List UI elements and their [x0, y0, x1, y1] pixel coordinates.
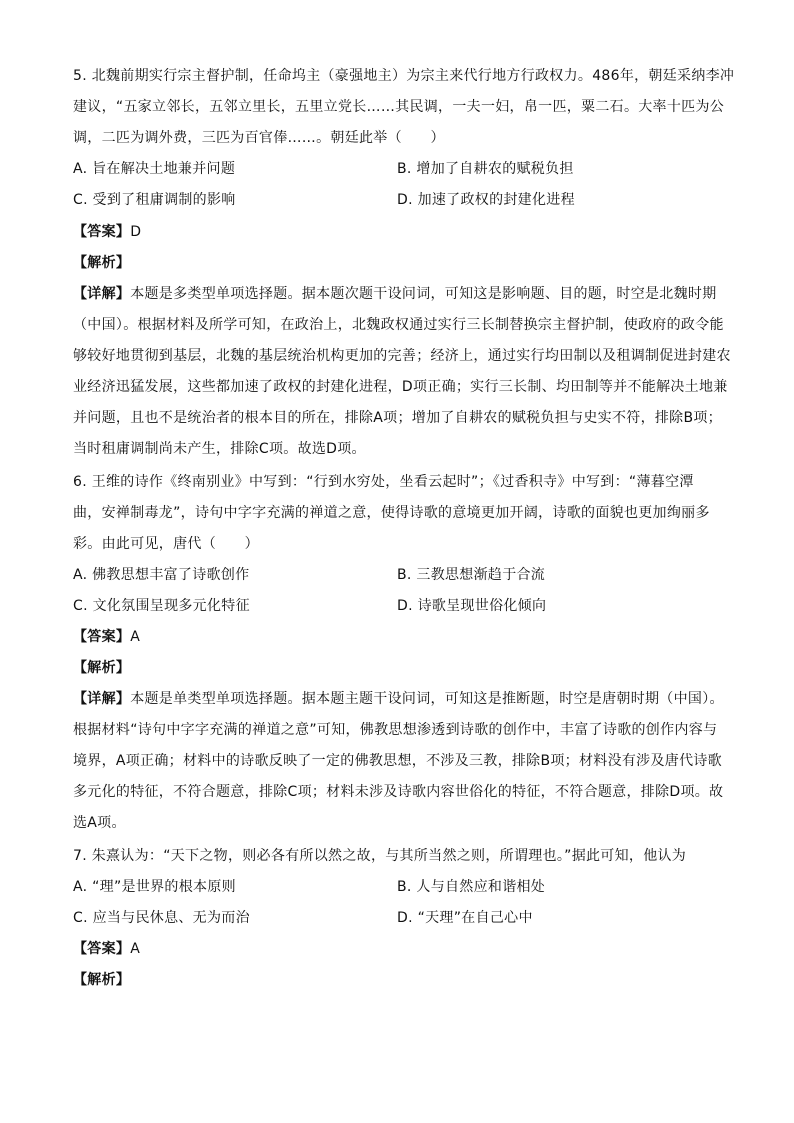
q5-detail-line-3: 够较好地贯彻到基层，北魏的基层统治机构更加的完善；经济上，通过实行均田制以及租调制促进封建农 — [73, 348, 731, 364]
q6-detail-line-3: 境界，A项正确；材料中的诗歌反映了一定的佛教思想，不涉及三教，排除B项；材料没有涉及唐代诗歌 — [73, 753, 722, 769]
q5-option-b: B. 增加了自耕农的赋税负担 — [397, 161, 574, 177]
q7-option-a: A. “理”是世界的根本原则 — [73, 879, 236, 895]
q7-option-b: B. 人与自然应和谐相处 — [397, 879, 546, 895]
q6-analysis-tag: 【解析】 — [73, 660, 131, 676]
q6-detail-line-4: 多元化的特征，不符合题意，排除C项；材料未涉及诗歌内容世俗化的特征，不符合题意，排除D项。故 — [73, 784, 724, 800]
q6-answer-tag: 【答案】 — [73, 629, 131, 645]
q6-detail-tag: 【详解】 — [73, 691, 131, 707]
q5-option-c: C. 受到了租庸调制的影响 — [73, 192, 236, 208]
q5-answer-tag: 【答案】 — [73, 224, 131, 240]
q5-detail-line-1 — [73, 284, 723, 304]
q6-detail-text-1: 本题是单类型单项选择题。据本题主题干设问词，可知这是推断题，时空是唐朝时期（中国）。 — [130, 691, 724, 707]
q7-option-c: C. 应当与民休息、无为而治 — [73, 910, 250, 926]
q5-answer — [73, 222, 141, 242]
q7-answer-value: A — [130, 941, 141, 957]
q5-stem-line-1: 5. 北魏前期实行宗主督护制，任命坞主（豪强地主）为宗主来代行地方行政权力。486年，朝廷采纳李冲 — [73, 68, 735, 84]
q6-detail-line-2: 根据材料“诗句中字字充满的禅道之意”可知，佛教思想渗透到诗歌的创作中，丰富了诗歌的创作内容与 — [73, 722, 718, 738]
q5-option-d: D. 加速了政权的封建化进程 — [397, 192, 575, 208]
q7-analysis-tag: 【解析】 — [73, 972, 131, 988]
q5-stem-line-3: 调，二匹为调外费，三匹为百官俸……。朝廷此举（ ） — [73, 130, 445, 146]
q5-option-a: A. 旨在解决土地兼并问题 — [73, 161, 236, 177]
q7-option-d: D. “天理”在自己心中 — [397, 910, 533, 926]
q7-answer — [73, 939, 140, 959]
q6-stem-line-2: 曲，安禅制毒龙”，诗句中字字充满的禅道之意，使得诗歌的意境更加开阔，诗歌的面貌也更加绚丽多 — [73, 505, 710, 521]
q6-stem-line-1: 6. 王维的诗作《终南别业》中写到：“行到水穷处，坐看云起时”；《过香积寺》中写到：“薄暮空潭 — [73, 474, 694, 490]
q5-stem-line-2: 建议，“五家立邻长，五邻立里长，五里立党长……其民调，一夫一妇，帛一匹，粟二石。大率十匹为公 — [73, 99, 725, 115]
q5-detail-line-4: 业经济迅猛发展，这些都加速了政权的封建化进程，D项正确；实行三长制、均田制等并不能解决土地兼 — [73, 379, 728, 395]
q5-detail-line-2: （中国）。根据材料及所学可知，在政治上，北魏政权通过实行三长制替换宗主督护制，使政府的政令能 — [73, 317, 724, 333]
q6-detail-line-1 — [73, 689, 723, 709]
q6-stem-line-3: 彩。由此可见，唐代（ ） — [73, 536, 259, 552]
q5-analysis-tag: 【解析】 — [73, 255, 131, 271]
q5-detail-tag: 【详解】 — [73, 286, 131, 302]
q6-answer-value: A — [130, 629, 141, 645]
q7-stem-line-1: 7. 朱熹认为：“天下之物，则必各有所以然之故，与其所当然之则，所谓理也。”据此可知，他认为 — [73, 848, 687, 864]
q6-option-c: C. 文化氛围呈现多元化特征 — [73, 598, 250, 614]
q5-answer-value: D — [130, 224, 142, 240]
q6-option-d: D. 诗歌呈现世俗化倾向 — [397, 598, 547, 614]
q6-option-a: A. 佛教思想丰富了诗歌创作 — [73, 567, 250, 583]
q6-option-b: B. 三教思想渐趋于合流 — [397, 567, 546, 583]
q5-detail-text-1: 本题是多类型单项选择题。据本题次题干设问词，可知这是影响题、目的题，时空是北魏时期 — [130, 286, 717, 302]
q6-detail-line-5: 选A项。 — [73, 815, 126, 831]
q5-detail-line-6: 当时租庸调制尚未产生，排除C项。故选D项。 — [73, 441, 366, 457]
q7-answer-tag: 【答案】 — [73, 941, 131, 957]
q5-detail-line-5: 并问题，且也不是统治者的根本目的所在，排除A项；增加了自耕农的赋税负担与史实不符，排除B项； — [73, 410, 722, 426]
q6-answer — [73, 627, 140, 647]
